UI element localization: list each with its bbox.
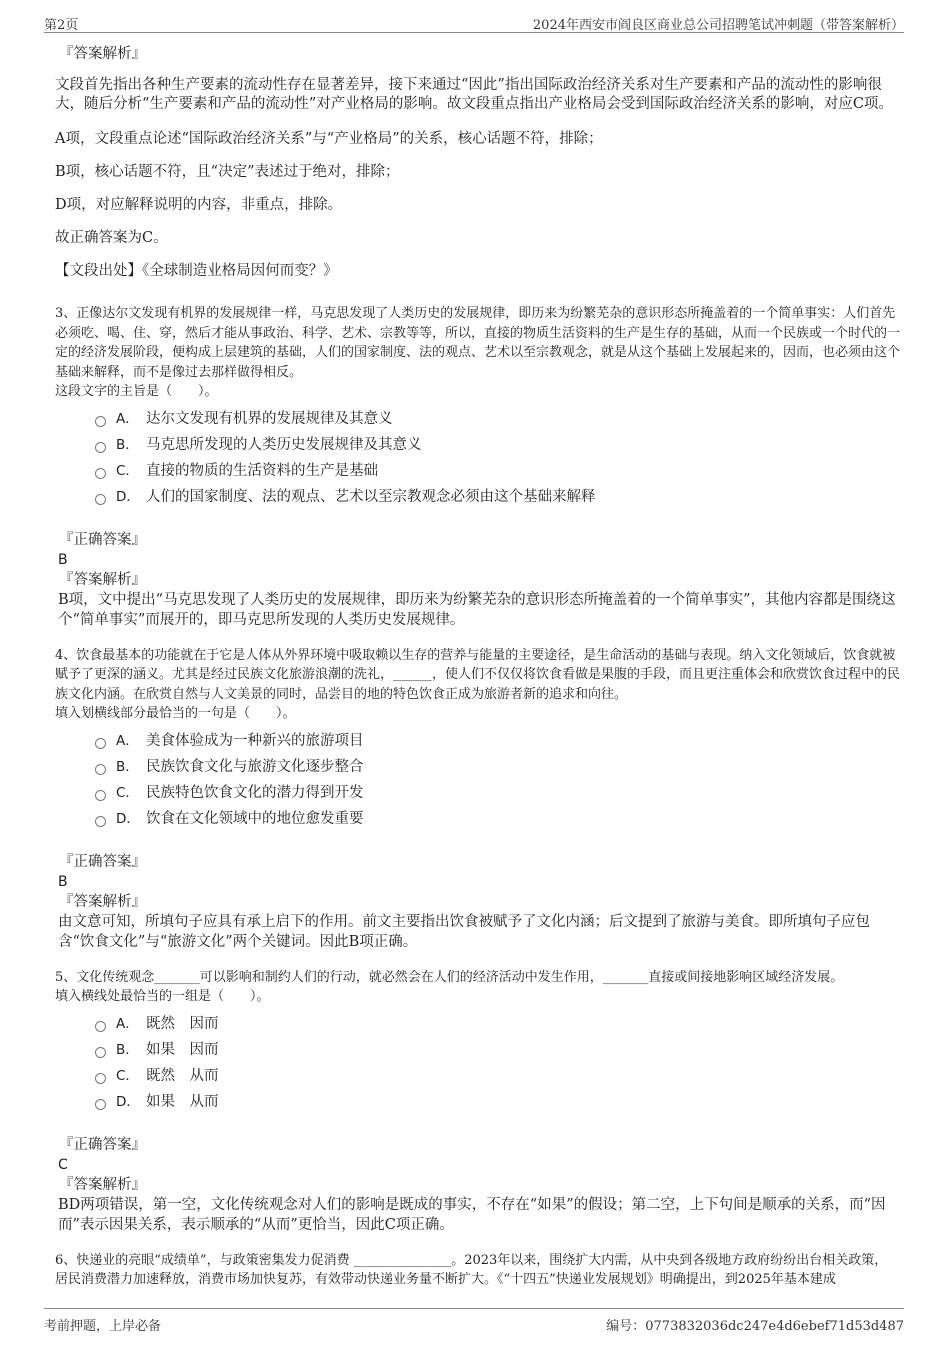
radio-icon[interactable]	[95, 1099, 106, 1110]
option-a[interactable]: A． 达尔文发现有机界的发展规律及其意义	[95, 406, 900, 432]
option-b[interactable]: B． 马克思所发现的人类历史发展规律及其意义	[95, 432, 900, 458]
radio-icon[interactable]	[95, 1073, 106, 1084]
question-6	[55, 1251, 900, 1290]
source-citation: 【文段出处】《全球制造业格局因何而变？》	[55, 263, 338, 279]
options-list	[95, 406, 900, 510]
options-list	[95, 728, 900, 832]
analysis-paragraph: D项，对应解释说明的内容，非重点，排除。	[55, 197, 343, 213]
correct-answer: B	[58, 873, 68, 890]
question-3	[55, 304, 900, 630]
footer-slogan: 考前押题，上岸必备	[44, 1319, 162, 1334]
radio-icon[interactable]	[95, 1021, 106, 1032]
question-stem: 6、快递业的亮眼“成绩单”，与政策密集发力促消费 _______________。2023年以来，围绕扩大内需，从中央到各级地方政府纷纷出台相关政策，居民消费潜力加速释放，消费市场加快复苏，有效带动快递业务量不断扩大。《“十四五”快递业发展规划》明确提出，到2025年基本建成	[55, 1252, 888, 1287]
document-title: 2024年西安市阎良区商业总公司招聘笔试冲刺题（带答案解析）	[532, 18, 904, 33]
analysis-label: 『答案解析』	[59, 1176, 146, 1193]
question-stem: 4、饮食最基本的功能就在于它是人体从外界环境中吸取赖以生存的营养与能量的主要途径，是生命活动的基础与表现。纳入文化领域后，饮食就被赋予了更深的涵义。尤其是经过民族文化旅游浪潮的洗礼，______，使人们不仅仅将饮食看做是果腹的手段，而且更注重体会和欣赏饮食过程中的民族文化内涵。在欣赏自然与人文美景的同时，品尝目的地的特色饮食正成为旅游者新的追求和向往。	[55, 647, 901, 702]
page-header	[44, 10, 904, 33]
radio-icon[interactable]	[95, 416, 106, 427]
radio-icon[interactable]	[95, 468, 106, 479]
correct-answer: C	[58, 1156, 68, 1173]
analysis-text: 由文意可知，所填句子应具有承上启下的作用。前文主要指出饮食被赋予了文化内涵；后文提到了旅游与美食。即所填句子应包含“饮食文化”与“旅游文化”两个关键词。因此B项正确。	[58, 913, 870, 950]
analysis-paragraph: 故正确答案为C。	[55, 230, 168, 246]
option-c[interactable]: C． 既然 从而	[95, 1063, 900, 1089]
option-a[interactable]: A． 美食体验成为一种新兴的旅游项目	[95, 728, 900, 754]
radio-icon[interactable]	[95, 1047, 106, 1058]
option-c[interactable]: C． 民族特色饮食文化的潜力得到开发	[95, 780, 900, 806]
question-prompt: 填入划横线部分最恰当的一句是（ ）。	[55, 706, 296, 721]
correct-answer-label: 『正确答案』	[59, 531, 146, 548]
page-content	[55, 44, 900, 1290]
option-b[interactable]: B． 如果 因而	[95, 1037, 900, 1063]
question-prompt: 这段文字的主旨是（ ）。	[55, 384, 218, 399]
question-stem: 5、文化传统观念_______可以影响和制约人们的行动，就必然会在人们的经济活动中发生作用，_______直接或间接地影响区域经济发展。	[55, 969, 844, 985]
option-c[interactable]: C． 直接的物质的生活资料的生产是基础	[95, 458, 900, 484]
document-code: 编号：0773832036dc247e4d6ebef71d53d487	[606, 1319, 904, 1334]
analysis-label: 『答案解析』	[59, 571, 146, 588]
option-d[interactable]: D． 如果 从而	[95, 1089, 900, 1115]
radio-icon[interactable]	[95, 764, 106, 775]
q2-analysis	[55, 44, 900, 282]
analysis-text: B项，文中提出“马克思发现了人类历史的发展规律，即历来为纷繁芜杂的意识形态所掩盖着的一个简单事实”，其他内容都是围绕这个“简单事实”而展开的，即马克思所发现的人类历史发展规律。	[58, 591, 896, 628]
analysis-label: 『答案解析』	[59, 893, 146, 910]
correct-answer-label: 『正确答案』	[59, 1136, 146, 1153]
option-d[interactable]: D． 饮食在文化领域中的地位愈发重要	[95, 806, 900, 832]
question-stem: 3、正像达尔文发现有机界的发展规律一样，马克思发现了人类历史的发展规律，即历来为纷繁芜杂的意识形态所掩盖着的一个简单事实：人们首先必须吃、喝、住、穿，然后才能从事政治、科学、艺术、宗教等等，所以，直接的物质生活资料的生产是生存的基础，从而一个民族或一个时代的一定的经济发展阶段，便构成上层建筑的基础，人们的国家制度、法的观点、艺术以至宗教观念，就是从这个基础上发展起来的，因而，也必须由这个基础来解释，而不是像过去那样做得相反。	[55, 306, 901, 380]
analysis-label: 『答案解析』	[59, 46, 146, 62]
analysis-paragraph: A项，文段重点论述“国际政治经济关系”与“产业格局”的关系，核心话题不符，排除；	[55, 131, 603, 147]
page-number: 第2页	[44, 18, 79, 33]
question-prompt: 填入横线处最恰当的一组是（ ）。	[55, 989, 270, 1004]
analysis-text: BD两项错误，第一空，文化传统观念对人们的影响是既成的事实，不存在“如果”的假设；第二空，上下句间是顺承的关系，而“因而”表示因果关系，表示顺承的“从而”更恰当，因此C项正确。	[58, 1196, 886, 1233]
option-d[interactable]: D． 人们的国家制度、法的观点、艺术以至宗教观念必须由这个基础来解释	[95, 484, 900, 510]
option-b[interactable]: B． 民族饮食文化与旅游文化逐步整合	[95, 754, 900, 780]
radio-icon[interactable]	[95, 790, 106, 801]
options-list	[95, 1011, 900, 1115]
analysis-paragraph: 文段首先指出各种生产要素的流动性存在显著差异，接下来通过“因此”指出国际政治经济关系对生产要素和产品的流动性的影响很大，随后分析“生产要素和产品的流动性”对产业格局的影响。故文段重点指出产业格局会受到国际政治经济关系的影响，对应C项。	[55, 77, 893, 112]
radio-icon[interactable]	[95, 442, 106, 453]
radio-icon[interactable]	[95, 816, 106, 827]
correct-answer: B	[58, 551, 68, 568]
correct-answer-label: 『正确答案』	[59, 853, 146, 870]
analysis-body	[55, 76, 900, 249]
question-4	[55, 646, 900, 952]
analysis-paragraph: B项，核心话题不符，且“决定”表述过于绝对，排除；	[55, 164, 400, 180]
option-a[interactable]: A． 既然 因而	[95, 1011, 900, 1037]
page-footer	[44, 1308, 904, 1337]
radio-icon[interactable]	[95, 494, 106, 505]
question-5	[55, 968, 900, 1235]
radio-icon[interactable]	[95, 738, 106, 749]
